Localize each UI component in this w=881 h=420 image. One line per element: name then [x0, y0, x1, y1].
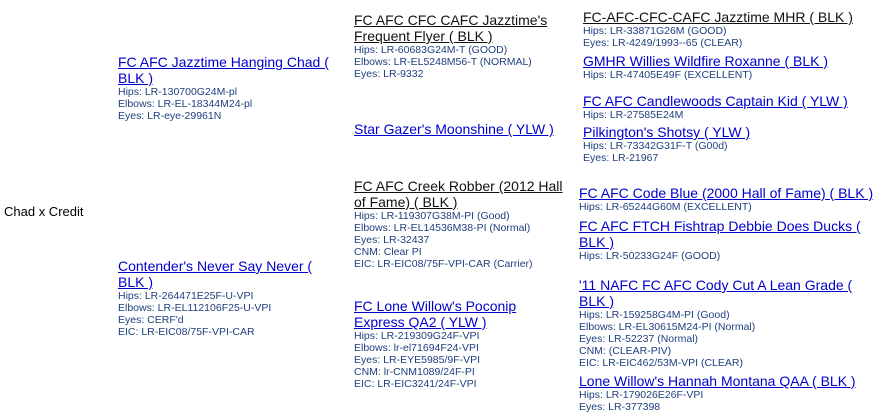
ggp-link-3[interactable]: FC AFC Candlewoods Captain Kid ( YLW ) — [583, 93, 848, 109]
dam-dam-link[interactable]: FC Lone Willow's Poconip Express QA2 ( YLW ) — [354, 298, 517, 330]
detail-line: Hips: LR-159258G4M-PI (Good) — [579, 309, 730, 321]
sire-dam-node — [354, 121, 574, 137]
ggp-node-5 — [579, 185, 879, 213]
ggp-link-4[interactable]: Pilkington's Shotsy ( YLW ) — [583, 124, 751, 140]
ggp-link-8[interactable]: Lone Willow's Hannah Montana QAA ( BLK ) — [579, 373, 856, 389]
detail-line: Hips: LR-65244G60M (EXCELLENT) — [579, 201, 752, 213]
detail-line: Elbows: LR-EL5248M56-T (NORMAL) — [354, 56, 532, 68]
ggp-link-5[interactable]: FC AFC Code Blue (2000 Hall of Fame) ( BLK ) — [579, 185, 874, 201]
sire-link[interactable]: FC AFC Jazztime Hanging Chad ( BLK ) — [118, 54, 329, 86]
sire-sire-link[interactable]: FC AFC CFC CAFC Jazztime's Frequent Flyer ( BLK ) — [354, 12, 548, 44]
sire-sire-node — [354, 12, 566, 80]
ggp-details-8 — [579, 389, 874, 413]
detail-line: EIC: LR-EIC462/53M-VPI (CLEAR) — [579, 357, 743, 369]
dam-sire-link[interactable]: FC AFC Creek Robber (2012 Hall of Fame) ( BLK ) — [354, 178, 563, 210]
ggp-node-4 — [583, 124, 878, 164]
detail-line: Hips: LR-179026E26F-VPI — [579, 389, 704, 401]
detail-line: Eyes: LR-4249/1993--65 (CLEAR) — [583, 37, 743, 49]
ggp-details-6 — [579, 250, 874, 262]
detail-line: Eyes: CERF'd — [118, 314, 184, 326]
ggp-details-1 — [583, 25, 878, 49]
detail-line: Hips: LR-33871G26M (GOOD) — [583, 25, 727, 37]
ggp-details-2 — [583, 69, 878, 81]
ggp-details-7 — [579, 309, 874, 369]
dam-node — [118, 258, 328, 338]
detail-line: Eyes: LR-52237 (Normal) — [579, 333, 699, 345]
pedigree-root-label: Chad x Credit — [4, 204, 84, 219]
detail-line: Elbows: lr-el71694F24-VPI — [354, 342, 479, 354]
detail-line: Elbows: LR-EL30615M24-PI (Normal) — [579, 321, 756, 333]
detail-line: Eyes: LR-eye-29961N — [118, 110, 222, 122]
sire-details — [118, 86, 343, 122]
dam-sire-node — [354, 178, 574, 270]
detail-line: EIC: LR-EIC08/75F-VPI-CAR — [118, 326, 255, 338]
detail-line: Hips: LR-130700G24M-pl — [118, 86, 238, 98]
dam-sire-details — [354, 210, 574, 270]
detail-line: Elbows: LR-EL112106F25-U-VPI — [118, 302, 272, 314]
ggp-link-6[interactable]: FC AFC FTCH Fishtrap Debbie Does Ducks ( BLK ) — [579, 218, 861, 250]
ggp-details-5 — [579, 201, 879, 213]
dam-dam-details — [354, 330, 564, 390]
ggp-node-8 — [579, 373, 874, 413]
detail-line: Eyes: LR-9332 — [354, 68, 424, 80]
sire-sire-details — [354, 44, 566, 80]
ggp-link-7[interactable]: '11 NAFC FC AFC Cody Cut A Lean Grade ( BLK ) — [579, 277, 853, 309]
detail-line: Hips: LR-47405E49F (EXCELLENT) — [583, 69, 753, 81]
dam-link[interactable]: Contender's Never Say Never ( BLK ) — [118, 258, 313, 290]
detail-line: Eyes: LR-EYE5985/9F-VPI — [354, 354, 481, 366]
detail-line: Hips: LR-219309G24F-VPI — [354, 330, 480, 342]
ggp-details-4 — [583, 140, 878, 164]
detail-line: EIC: LR-EIC3241/24F-VPI — [354, 378, 477, 390]
detail-line: Eyes: LR-32437 — [354, 234, 430, 246]
detail-line: CNM: (CLEAR-PIV) — [579, 345, 672, 357]
detail-line: Elbows: LR-EL14536M38-PI (Normal) — [354, 222, 531, 234]
ggp-node-2 — [583, 53, 878, 81]
detail-line: Hips: LR-27585E24M — [583, 109, 684, 121]
detail-line: Hips: LR-60683G24M-T (GOOD) — [354, 44, 508, 56]
ggp-link-1[interactable]: FC-AFC-CFC-CAFC Jazztime MHR ( BLK ) — [583, 9, 853, 25]
detail-line: Eyes: LR-21967 — [583, 152, 659, 164]
sire-node — [118, 54, 343, 122]
detail-line: Hips: LR-264471E25F-U-VPI — [118, 290, 254, 302]
detail-line: EIC: LR-EIC08/75F-VPI-CAR (Carrier) — [354, 258, 533, 270]
ggp-details-3 — [583, 109, 878, 121]
sire-dam-link[interactable]: Star Gazer's Moonshine ( YLW ) — [354, 121, 554, 137]
ggp-node-3 — [583, 93, 878, 121]
detail-line: Hips: LR-73342G31F-T (G00d) — [583, 140, 728, 152]
ggp-node-1 — [583, 9, 878, 49]
ggp-node-7 — [579, 277, 874, 369]
ggp-link-2[interactable]: GMHR Willies Wildfire Roxanne ( BLK ) — [583, 53, 829, 69]
detail-line: Hips: LR-50233G24F (GOOD) — [579, 250, 721, 262]
ggp-node-6 — [579, 218, 874, 262]
detail-line: Hips: LR-119307G38M-PI (Good) — [354, 210, 510, 222]
dam-dam-node — [354, 298, 564, 390]
dam-details — [118, 290, 328, 338]
detail-line: CNM: Clear PI — [354, 246, 422, 258]
detail-line: Elbows: LR-EL-18344M24-pl — [118, 98, 253, 110]
detail-line: CNM: lr-CNM1089/24F-PI — [354, 366, 475, 378]
detail-line: Eyes: LR-377398 — [579, 401, 661, 413]
